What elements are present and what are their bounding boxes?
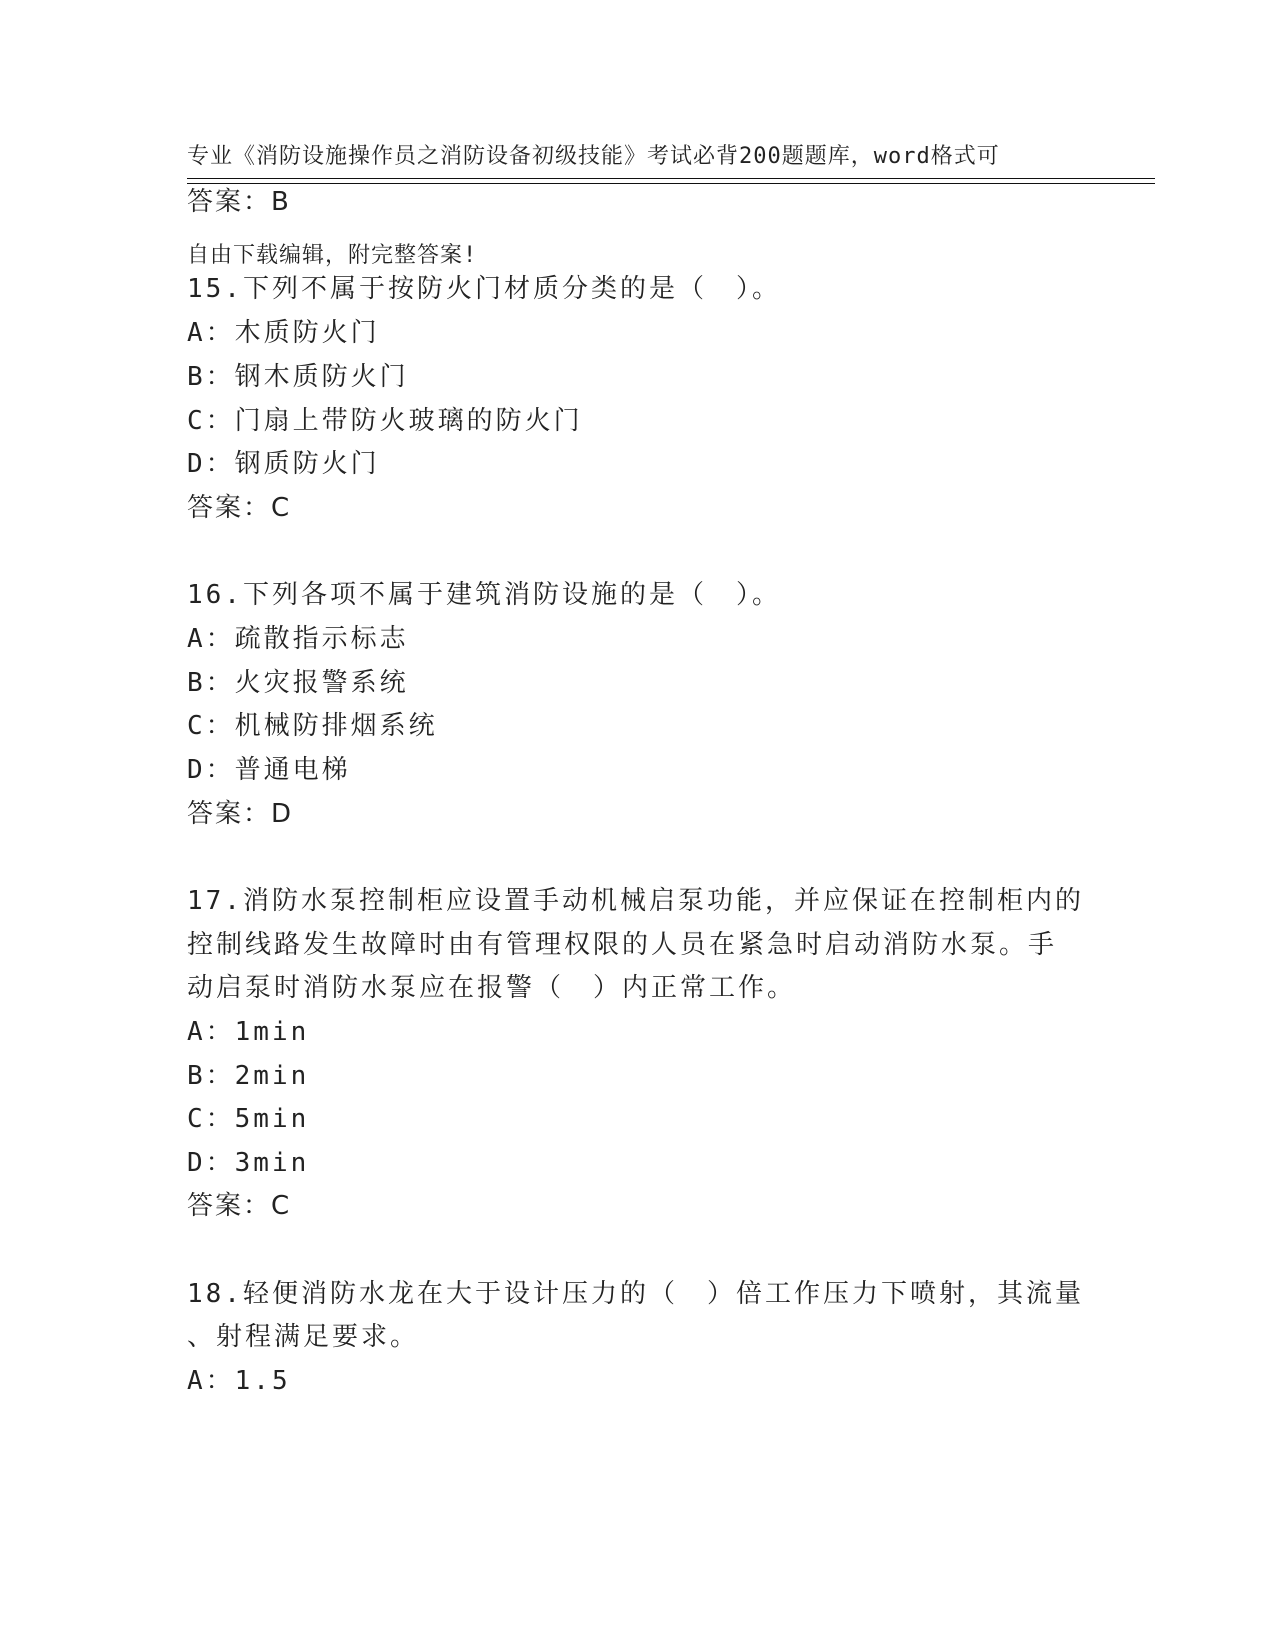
answer-14: 答案：B	[187, 187, 291, 217]
question-16-option-c: C：机械防排烟系统	[187, 711, 438, 741]
answer-17: 答案：C	[187, 1191, 292, 1221]
question-17-option-a: A：1min	[187, 1017, 310, 1047]
header-divider-top	[187, 178, 1155, 179]
question-15-option-a: A：木质防火门	[187, 318, 380, 348]
question-15-option-c: C：门扇上带防火玻璃的防火门	[187, 406, 583, 436]
question-18-stem-line-1: 18.轻便消防水龙在大于设计压力的（ ）倍工作压力下喷射，其流量	[187, 1279, 1084, 1309]
answer-15: 答案：C	[187, 493, 292, 523]
answer-16: 答案：D	[187, 799, 294, 829]
question-17-stem-line-3: 动启泵时消防水泵应在报警（ ）内正常工作。	[187, 973, 797, 1003]
question-17-option-c: C：5min	[187, 1104, 310, 1134]
question-17-option-d: D：3min	[187, 1148, 310, 1178]
header-title-line-1: 专业《消防设施操作员之消防设备初级技能》考试必背200题题库，word格式可	[187, 144, 1000, 169]
question-17-stem-line-2: 控制线路发生故障时由有管理权限的人员在紧急时启动消防水泵。手	[187, 930, 1058, 960]
question-17-option-b: B：2min	[187, 1061, 310, 1091]
question-16-option-a: A：疏散指示标志	[187, 624, 409, 654]
question-17-stem-line-1: 17.消防水泵控制柜应设置手动机械启泵功能，并应保证在控制柜内的	[187, 886, 1084, 916]
header-divider-bottom	[187, 183, 1155, 184]
question-15-option-d: D：钢质防火门	[187, 449, 380, 479]
question-15-option-b: B：钢木质防火门	[187, 362, 409, 392]
question-16-stem: 16.下列各项不属于建筑消防设施的是（ ）。	[187, 580, 781, 610]
question-18-stem-line-2: 、射程满足要求。	[187, 1322, 420, 1352]
question-16-option-b: B：火灾报警系统	[187, 668, 409, 698]
header-title-line-2: 自由下载编辑，附完整答案!	[187, 243, 478, 268]
question-18-option-a: A：1.5	[187, 1366, 291, 1396]
question-15-stem: 15.下列不属于按防火门材质分类的是（ ）。	[187, 274, 781, 304]
question-16-option-d: D：普通电梯	[187, 755, 351, 785]
